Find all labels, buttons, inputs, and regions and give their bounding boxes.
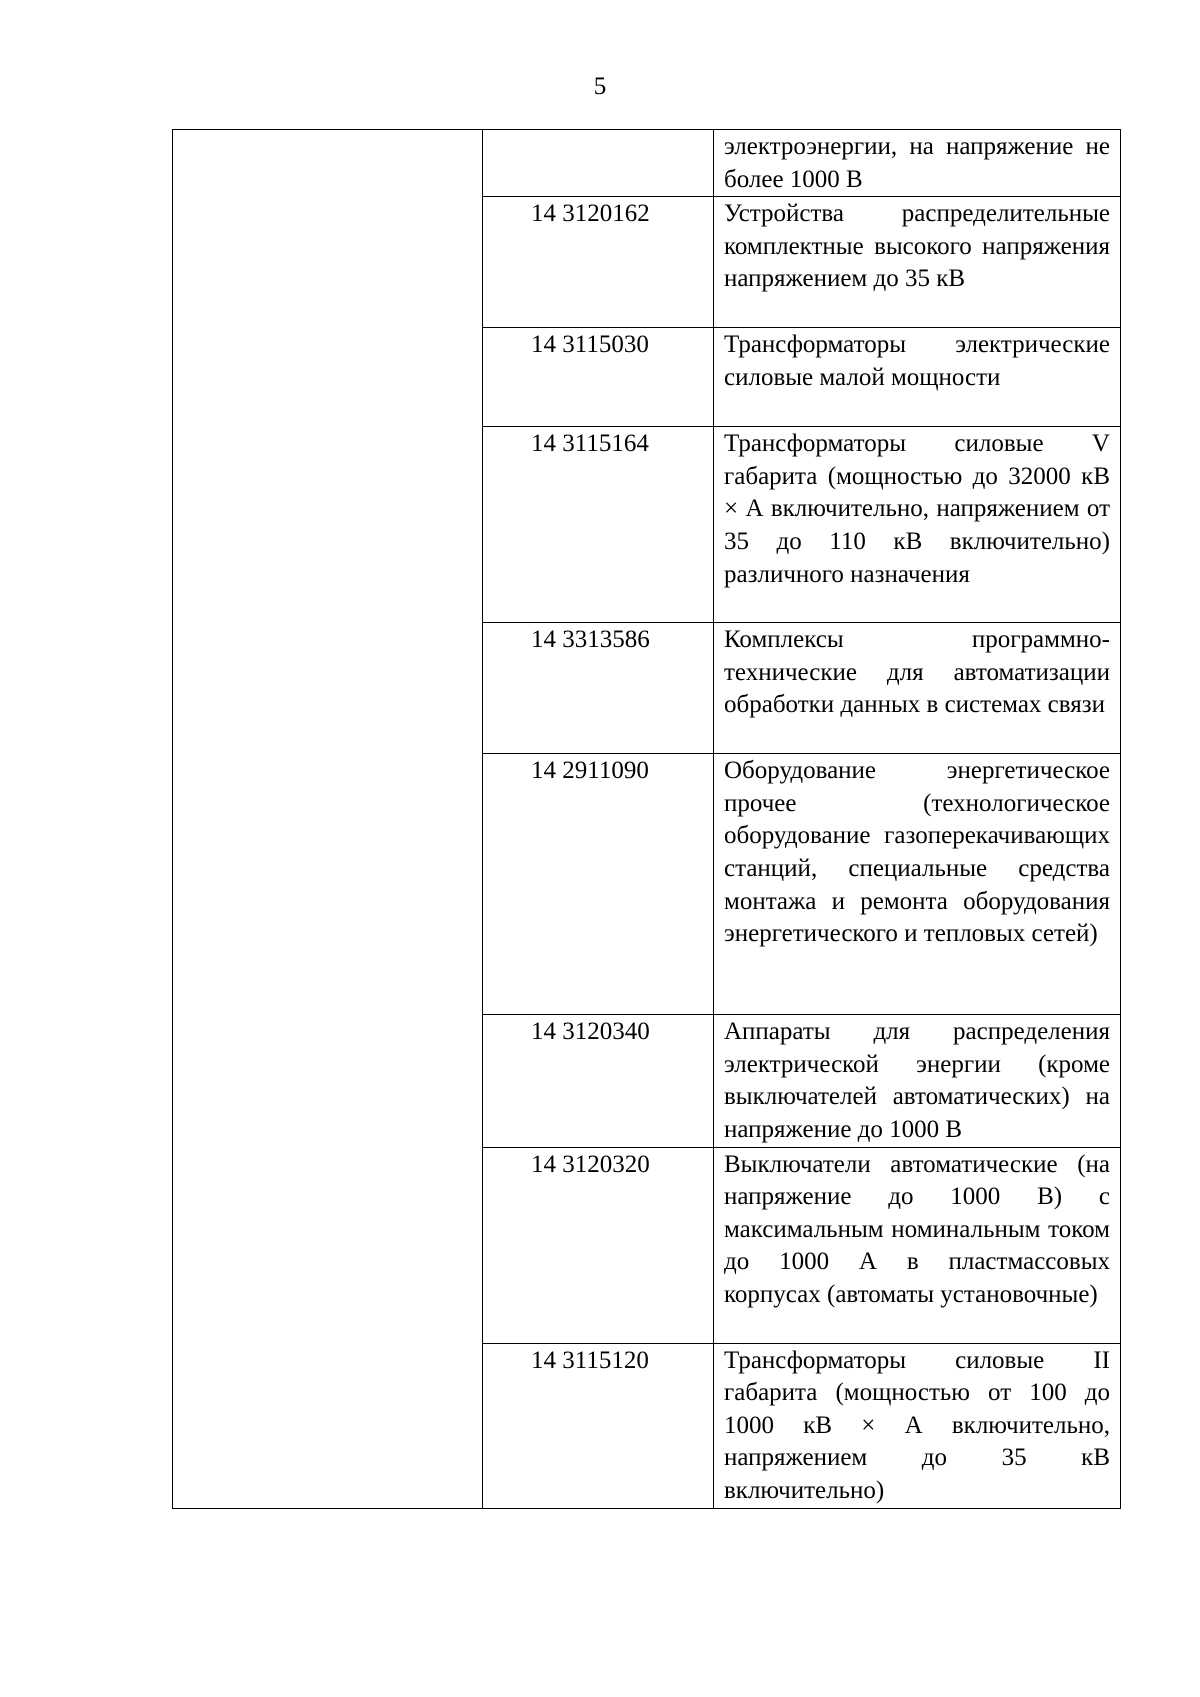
code-cell: 14 3120162 — [483, 197, 714, 328]
table-row — [173, 130, 1121, 197]
code-cell: 14 2911090 — [483, 754, 714, 1015]
description-cell: Выключатели автоматические (на напряжение до 1000 В) с максимальным номинальным током до 1000 А в пластмассовых корпусах (автоматы установочные) — [714, 1147, 1121, 1343]
description-cell: Оборудование энергетическое прочее (технологическое оборудование газоперекачивающих станций, специальные средства монтажа и ремонта оборудования энергетического и тепловых сетей) — [714, 754, 1121, 1015]
description-cell: Трансформаторы силовые V габарита (мощностью до 32000 кВ × А включительно, напряжением от 35 до 110 кВ включительно) различного назначения — [714, 427, 1121, 623]
description-cell: электроэнергии, на напряжение не более 1000 В — [714, 130, 1121, 197]
code-cell: 14 3120340 — [483, 1015, 714, 1147]
description-cell: Комплексы программно-технические для автоматизации обработки данных в системах связи — [714, 623, 1121, 754]
first-column-cell — [173, 130, 483, 1509]
code-cell: 14 3313586 — [483, 623, 714, 754]
code-cell — [483, 130, 714, 197]
description-cell: Трансформаторы электрические силовые малой мощности — [714, 328, 1121, 427]
code-cell: 14 3120320 — [483, 1147, 714, 1343]
description-cell: Устройства распределительные комплектные высокого напряжения напряжением до 35 кВ — [714, 197, 1121, 328]
code-cell: 14 3115030 — [483, 328, 714, 427]
description-cell: Аппараты для распределения электрической энергии (кроме выключателей автоматических) на напряжение до 1000 В — [714, 1015, 1121, 1147]
code-cell: 14 3115164 — [483, 427, 714, 623]
classification-table — [172, 129, 1121, 1509]
description-cell: Трансформаторы силовые II габарита (мощностью от 100 до 1000 кВ × А включительно, напряжением до 35 кВ включительно) — [714, 1343, 1121, 1508]
code-cell: 14 3115120 — [483, 1343, 714, 1508]
page-number: 5 — [593, 73, 607, 100]
